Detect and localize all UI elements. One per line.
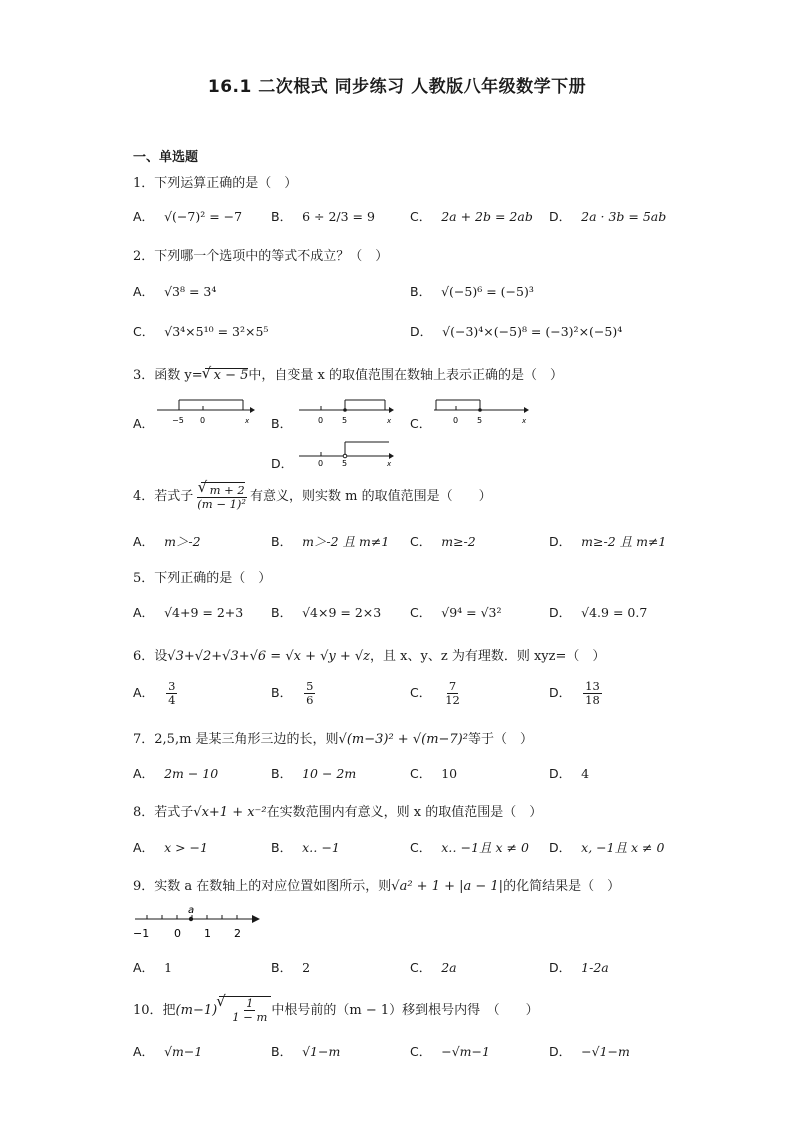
tick-label: 0 — [200, 416, 206, 425]
section-heading: 一、单选题 — [133, 150, 199, 165]
tick-label: 0 — [318, 459, 324, 468]
number-line-q9 — [133, 905, 263, 941]
option-c[interactable] — [410, 958, 457, 976]
page-title: 16.1 二次根式 同步练习 人教版八年级数学下册 — [207, 77, 587, 97]
option-b[interactable] — [271, 532, 389, 550]
fraction-denominator: 6 — [306, 693, 314, 707]
option-d[interactable] — [549, 207, 666, 225]
stem-text: 10．把 — [133, 1003, 176, 1018]
fraction-numerator: 5 — [306, 679, 314, 693]
option-label: A． — [133, 416, 155, 431]
radical-expression: √ x − 5 — [205, 368, 249, 383]
fraction-numerator: 3 — [168, 679, 176, 693]
option-fraction — [443, 680, 462, 707]
stem-text: 8．若式子 — [133, 805, 194, 820]
option-label: D． — [410, 324, 433, 339]
option-a[interactable] — [133, 282, 216, 300]
stem-text: ，且 x、y、z 为有理数．则 xyz=（ ） — [370, 649, 606, 664]
option-b[interactable] — [271, 764, 356, 782]
option-label: A． — [133, 840, 155, 855]
tick-label: 5 — [477, 416, 483, 425]
option-text: m＞-2 且 m≠1 — [302, 534, 390, 549]
option-label: B． — [271, 534, 293, 549]
option-b[interactable] — [271, 680, 317, 707]
option-label: C． — [410, 960, 432, 975]
option-b[interactable] — [410, 282, 534, 300]
tick-label: 1 — [204, 927, 211, 940]
option-label: B． — [271, 209, 293, 224]
question-stem: 5．下列正确的是（ ） — [133, 571, 272, 586]
tick-label: −1 — [133, 927, 150, 940]
stem-text: 中根号前的（m − 1）移到根号内得 （ ） — [271, 1003, 539, 1018]
option-d[interactable] — [549, 764, 589, 782]
option-fraction — [583, 680, 602, 707]
option-label: B． — [271, 1044, 293, 1059]
option-text: 2a · 3b = 5ab — [581, 209, 667, 224]
option-label: C． — [410, 1044, 432, 1059]
number-line-c — [432, 396, 532, 428]
option-c[interactable] — [410, 838, 529, 856]
option-text: √(−5)⁶ = (−5)³ — [441, 284, 534, 299]
fraction-denominator: 1 − m — [232, 1010, 268, 1024]
option-text: √(−7)² = −7 — [164, 209, 243, 224]
option-label: A． — [133, 960, 155, 975]
math-expression: √(m−3)² + √(m−7)² — [338, 732, 468, 747]
option-text: 2a — [441, 960, 457, 975]
fraction-denominator: 18 — [585, 693, 600, 707]
question-stem — [133, 645, 605, 664]
fraction — [195, 482, 248, 511]
math-expression: √x+1 + x⁻² — [193, 805, 267, 820]
option-label: C． — [410, 534, 432, 549]
option-label: C． — [410, 766, 432, 781]
option-fraction — [304, 680, 315, 707]
math-expression: √3+√2+√3+√6 = √x + √y + √z — [167, 649, 371, 664]
radical — [219, 996, 271, 1024]
option-text: √4.9 = 0.7 — [581, 605, 648, 620]
question-stem — [133, 875, 620, 894]
option-label: B． — [271, 840, 293, 855]
option-label: B． — [271, 605, 293, 620]
option-b[interactable] — [271, 1042, 340, 1060]
option-a[interactable] — [133, 603, 243, 621]
option-text: 2a + 2b = 2ab — [441, 209, 533, 224]
option-label: D． — [549, 766, 572, 781]
point-label: a — [188, 905, 195, 916]
option-c[interactable] — [410, 680, 464, 707]
option-text: √4×9 = 2×3 — [302, 605, 382, 620]
option-d[interactable] — [549, 680, 604, 707]
option-text: m＞-2 — [164, 534, 201, 549]
option-c[interactable] — [133, 322, 268, 340]
option-fraction — [166, 680, 177, 707]
option-label: A． — [133, 534, 155, 549]
question-stem: 1．下列运算正确的是（ ） — [133, 176, 298, 191]
tick-label: 5 — [342, 416, 348, 425]
option-text: √9⁴ = √3² — [441, 605, 502, 620]
option-c[interactable] — [410, 207, 533, 225]
option-d[interactable] — [410, 322, 622, 340]
stem-text: 等于（ ） — [467, 732, 533, 747]
stem-text: 7．2,5,m 是某三角形三边的长，则 — [133, 732, 339, 747]
math-expression: √a² + 1 + |a − 1| — [391, 879, 504, 894]
option-d[interactable] — [549, 958, 609, 976]
option-label: A． — [133, 284, 155, 299]
tick-label: 0 — [453, 416, 459, 425]
question-stem — [133, 801, 542, 820]
option-text: √(−3)⁴×(−5)⁸ = (−3)²×(−5)⁴ — [442, 324, 623, 339]
question-stem — [133, 364, 563, 383]
number-line-a — [155, 396, 255, 428]
option-label: D． — [271, 456, 294, 471]
option-label: B． — [410, 284, 432, 299]
option-text: 10 — [441, 766, 458, 781]
option-text: m≥-2 且 m≠1 — [581, 534, 667, 549]
option-text: 1-2a — [581, 960, 609, 975]
option-text: 6 ÷ 2/3 = 9 — [302, 209, 375, 224]
option-a[interactable] — [133, 764, 218, 782]
stem-text: 3．函数 y= — [133, 368, 203, 383]
option-c[interactable] — [410, 764, 457, 782]
option-label: A． — [133, 605, 155, 620]
stem-text: 中，自变量 x 的取值范围在数轴上表示正确的是（ ） — [248, 368, 564, 383]
option-text: −√m−1 — [441, 1044, 490, 1059]
option-a[interactable] — [133, 1042, 202, 1060]
option-c[interactable] — [410, 603, 502, 621]
option-text: 10 − 2m — [302, 766, 357, 781]
fraction-denominator: 12 — [445, 693, 460, 707]
fraction — [230, 997, 269, 1024]
tick-label: x — [387, 417, 392, 425]
option-b[interactable] — [271, 207, 375, 225]
tick-label: x — [522, 417, 527, 425]
tick-label: −5 — [172, 416, 184, 425]
question-stem: 2．下列哪一个选项中的等式不成立？（ ） — [133, 249, 389, 264]
option-label: B． — [271, 960, 293, 975]
option-text: √4+9 = 2+3 — [164, 605, 244, 620]
option-label: D． — [549, 840, 572, 855]
tick-label: x — [387, 460, 392, 468]
stem-text: 6．设 — [133, 649, 168, 664]
option-label: D． — [549, 685, 572, 700]
option-a[interactable] — [133, 680, 179, 707]
option-d[interactable] — [549, 838, 664, 856]
option-label: A． — [133, 1044, 155, 1059]
option-label: B． — [271, 685, 293, 700]
question-stem — [133, 996, 539, 1024]
option-label: A． — [133, 766, 155, 781]
option-label: C． — [410, 685, 432, 700]
option-a[interactable] — [133, 532, 201, 550]
stem-text: 4．若式子 — [133, 489, 194, 504]
option-a[interactable] — [133, 207, 242, 225]
option-text: √1−m — [302, 1044, 341, 1059]
question-stem — [133, 482, 492, 511]
tick-label: 5 — [342, 459, 348, 468]
option-d[interactable] — [549, 532, 666, 550]
stem-text: 9．实数 a 在数轴上的对应位置如图所示，则 — [133, 879, 392, 894]
option-label: A． — [133, 685, 155, 700]
option-text: 2m − 10 — [164, 766, 219, 781]
number-line-d — [297, 436, 397, 468]
option-label: D． — [549, 1044, 572, 1059]
option-b[interactable] — [271, 838, 340, 856]
option-label: C． — [410, 209, 432, 224]
stem-text: 在实数范围内有意义，则 x 的取值范围是（ ） — [266, 805, 543, 820]
tick-label: 0 — [318, 416, 324, 425]
fraction-numerator: 13 — [585, 679, 600, 693]
tick-label: 2 — [234, 927, 241, 940]
option-b[interactable] — [271, 958, 310, 976]
tick-label: x — [245, 417, 250, 425]
option-label: A． — [133, 209, 155, 224]
option-a[interactable] — [133, 958, 172, 976]
option-text: x‥ −1 — [302, 840, 340, 855]
option-text: 4 — [581, 766, 590, 781]
option-text: √3⁴×5¹⁰ = 3²×5⁵ — [164, 324, 269, 339]
option-label: C． — [133, 324, 155, 339]
option-text: 1 — [164, 960, 173, 975]
number-line-b — [297, 396, 397, 428]
stem-text: 的化简结果是（ ） — [503, 879, 621, 894]
stem-text: 有意义，则实数 m 的取值范围是（ ） — [250, 489, 492, 504]
option-d[interactable] — [549, 1042, 630, 1060]
option-d[interactable] — [549, 603, 647, 621]
option-text: x > −1 — [164, 840, 208, 855]
option-text: 2 — [302, 960, 311, 975]
option-c[interactable] — [410, 1042, 490, 1060]
fraction-numerator: 7 — [448, 679, 457, 693]
option-text: x, −1且 x ≠ 0 — [581, 840, 665, 855]
option-label: B． — [271, 416, 293, 431]
option-text: −√1−m — [581, 1044, 630, 1059]
question-stem — [133, 728, 533, 747]
option-c[interactable] — [410, 532, 476, 550]
option-text: √m−1 — [164, 1044, 203, 1059]
option-label: B． — [271, 766, 293, 781]
option-label: D． — [549, 209, 572, 224]
option-text: m≥-2 — [441, 534, 476, 549]
fraction-denominator: (m − 1)² — [197, 497, 247, 511]
option-label: D． — [549, 605, 572, 620]
option-label: D． — [549, 960, 572, 975]
option-label: D． — [549, 534, 572, 549]
option-a[interactable] — [133, 838, 208, 856]
option-label: C． — [410, 840, 432, 855]
radical-expression: √ m + 2 — [201, 482, 245, 497]
option-text: x‥ −1且 x ≠ 0 — [441, 840, 529, 855]
tick-label: 0 — [174, 927, 181, 940]
option-label: C． — [410, 605, 432, 620]
fraction-denominator: 4 — [168, 693, 176, 707]
option-b[interactable] — [271, 603, 381, 621]
option-text: √3⁸ = 3⁴ — [164, 284, 217, 299]
fraction-numerator: √ 1 — [246, 996, 254, 1010]
math-expression: (m−1) — [175, 1003, 218, 1018]
option-label: C． — [410, 416, 432, 431]
